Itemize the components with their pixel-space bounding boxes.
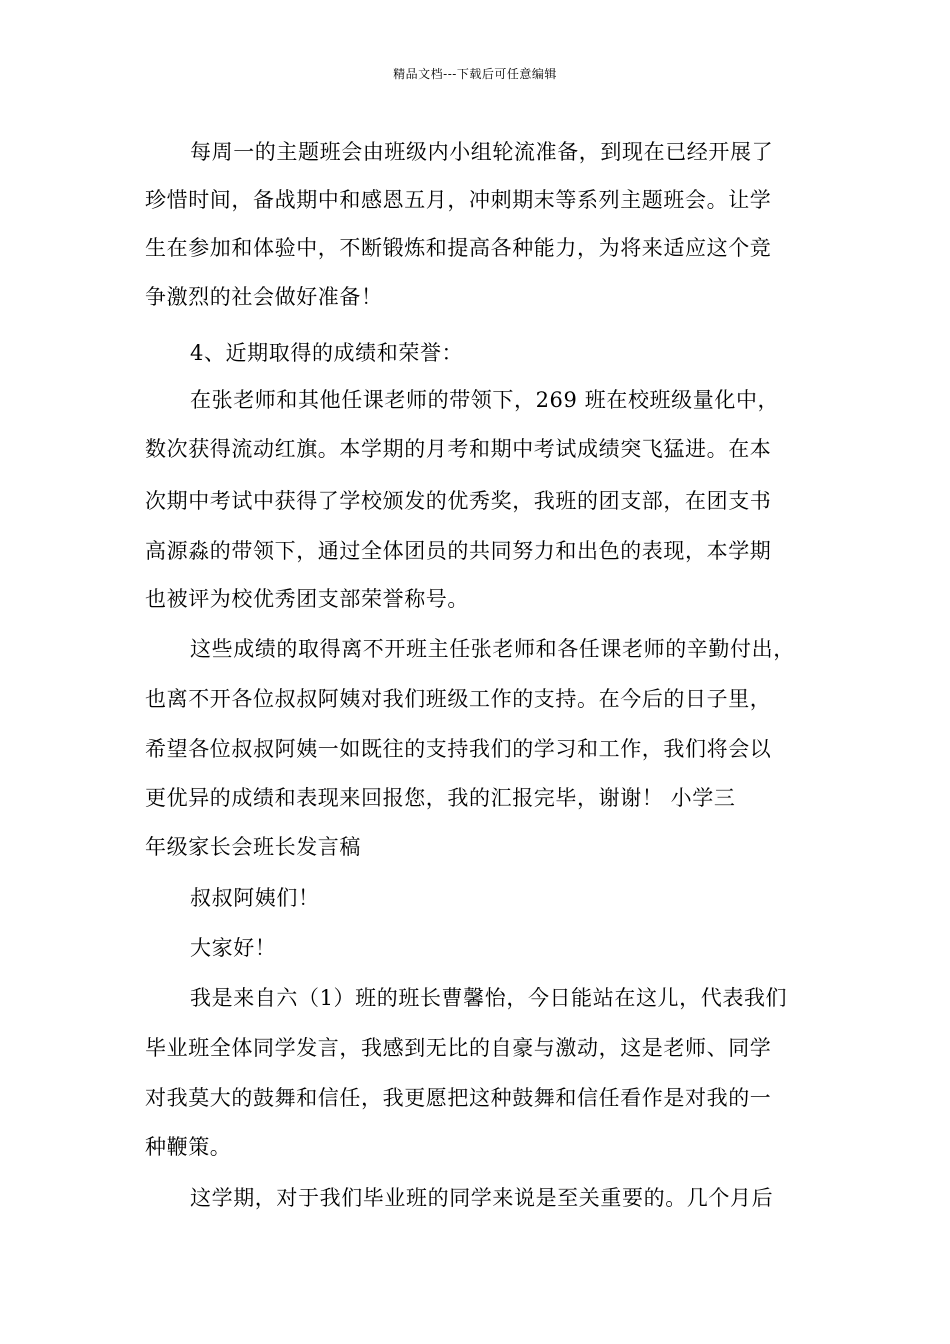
text-line: 希望各位叔叔阿姨一如既往的支持我们的学习和工作，我们将会以 [145, 737, 772, 761]
text-line: 在张老师和其他任课老师的带领下，269 班在校班级量化中， [190, 388, 780, 412]
text-line: 毕业班全体同学发言，我感到无比的自豪与激动，这是老师、同学 [145, 1036, 772, 1060]
section-heading: 4、近期取得的成绩和荣誉： [190, 341, 464, 365]
text-line: 年级家长会班长发言稿 [145, 835, 361, 859]
text-line: 种鞭策。 [145, 1135, 232, 1159]
text-line: 次期中考试中获得了学校颁发的优秀奖，我班的团支部，在团支书 [145, 489, 772, 513]
text-line: 叔叔阿姨们！ [190, 886, 320, 910]
text-line: 争激烈的社会做好准备！ [145, 285, 383, 309]
text-line: 也被评为校优秀团支部荣誉称号。 [145, 587, 469, 611]
text-line: 这些成绩的取得离不开班主任张老师和各任课老师的辛勤付出， [190, 637, 795, 661]
text-line: 更优异的成绩和表现来回报您，我的汇报完毕，谢谢！ 小学三 [145, 786, 736, 810]
text-line: 对我莫大的鼓舞和信任，我更愿把这种鼓舞和信任看作是对我的一 [145, 1086, 772, 1110]
text-line: 生在参加和体验中，不断锻炼和提高各种能力，为将来适应这个竞 [145, 236, 772, 260]
page-header: 精品文档---下载后可任意编辑 [393, 67, 557, 81]
text-line: 这学期，对于我们毕业班的同学来说是至关重要的。几个月后 [190, 1186, 774, 1210]
text-line: 也离不开各位叔叔阿姨对我们班级工作的支持。在今后的日子里， [145, 687, 772, 711]
text-line: 高源淼的带领下，通过全体团员的共同努力和出色的表现，本学期 [145, 539, 772, 563]
text-line: 大家好！ [190, 936, 277, 960]
text-line: 每周一的主题班会由班级内小组轮流准备，到现在已经开展了 [190, 140, 774, 164]
text-line: 珍惜时间，备战期中和感恩五月，冲刺期末等系列主题班会。让学 [145, 188, 772, 212]
text-line: 我是来自六（1）班的班长曹馨怡，今日能站在这儿，代表我们 [190, 986, 788, 1010]
text-line: 数次获得流动红旗。本学期的月考和期中考试成绩突飞猛进。在本 [145, 437, 772, 461]
